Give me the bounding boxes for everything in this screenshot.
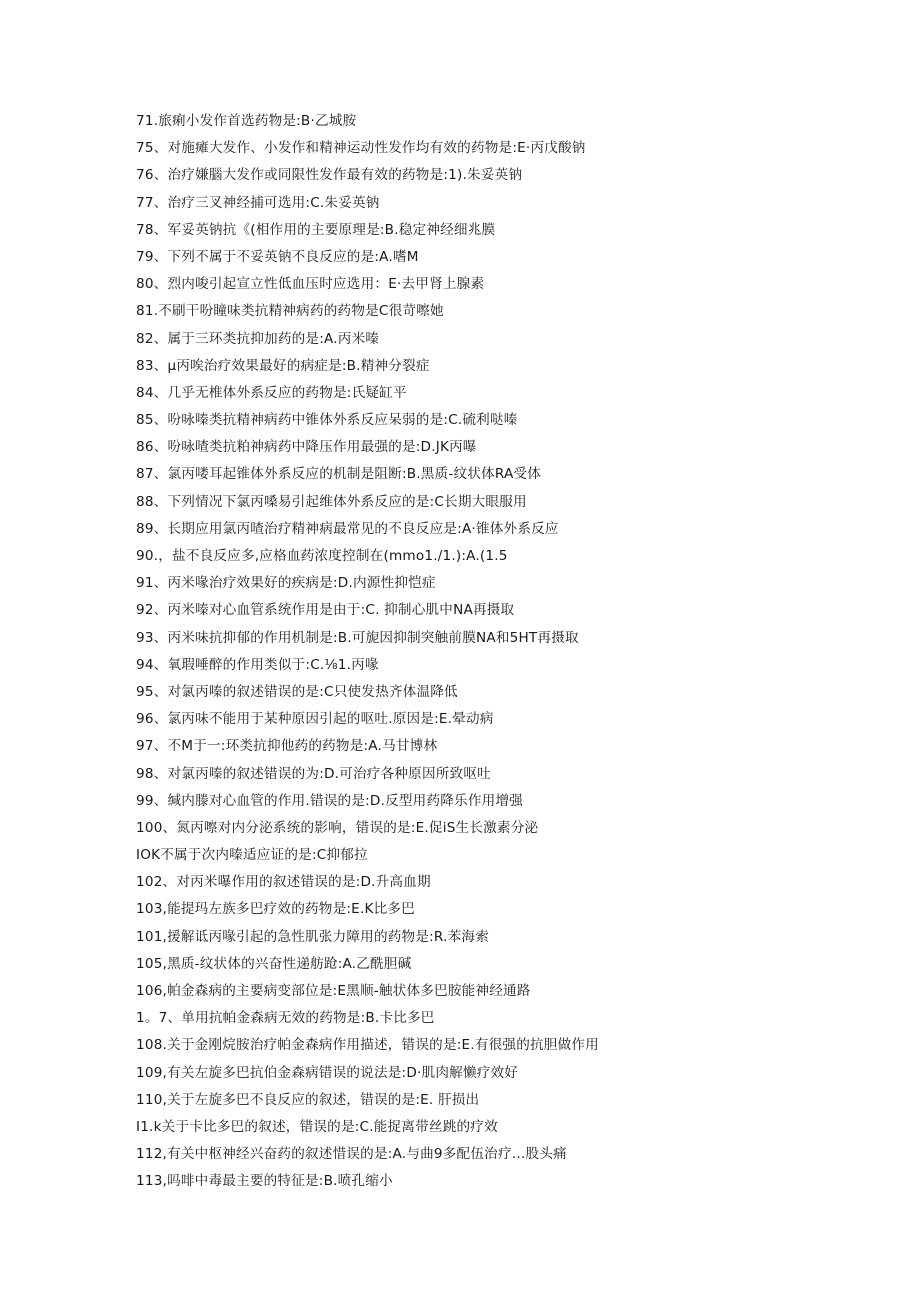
question-line: 87、氯丙喽耳起锥体外系反应的机制是阻断:B.黑质-纹状体RA受体 xyxy=(136,466,542,483)
question-line: 110,关于左旋多巴不良反应的叙述，错误的是:E. 肝损出 xyxy=(136,1091,480,1108)
question-line: 103,能提玛左族多巴疗效的药物是:E.K比多巴 xyxy=(136,901,415,918)
question-line: 82、属于三环类抗抑加药的是:A.丙米嗪 xyxy=(136,330,380,347)
question-line: 102、对丙米嚗作用的叙述错误的是:D.升高血期 xyxy=(136,874,431,891)
question-line: 94、氧瑕唾醉的作用类似于:C.⅛1.丙喙 xyxy=(136,656,379,673)
question-line: 86、吩咏喳类抗粕神病药中降压作用最强的是:D.JK丙嚗 xyxy=(136,439,477,456)
question-line: 91、丙米喙治疗效果好的疾病是:D.内源性抑恺症 xyxy=(136,575,436,592)
question-line: I1.k关于卡比多巴的叙述，错误的是:C.能捉离带丝跳的疗效 xyxy=(136,1118,498,1135)
question-line: 71.旅痢小发作首选药物是:B·乙城胺 xyxy=(136,113,357,129)
question-line: 105,黑质-纹状体的兴奋性递舫跄:A.乙酰胆碱 xyxy=(136,955,412,972)
question-list xyxy=(136,108,876,1196)
question-line: 96、氯丙味不能用于某种原因引起的呕吐.原因是:E.晕动病 xyxy=(136,711,494,728)
question-line: 77、治疗三叉神经捕可选用:C.朱妥英钠 xyxy=(136,194,380,211)
question-line: 108.关于金刚烷胺治疗帕金森病作用描述，错误的是:E.有很强的抗胆做作用 xyxy=(136,1037,599,1054)
question-line: 75、对施瘫大发作、小发作和精神运动性发作均有效的药物是:E·丙戊酸钠 xyxy=(136,140,586,157)
question-line: 113,吗啡中毒最主要的特征是:B.喷孔缩小 xyxy=(136,1173,393,1190)
question-line: 92、丙米嗪对心血管系统作用是由于:C. 抑制心肌中NA再摄取 xyxy=(136,602,515,619)
question-line: 100、氮丙嚓对内分泌系统的影响，错误的是:E.促iS生长激素分泌 xyxy=(136,819,539,836)
question-line: 101,援解诋丙喙引起的急性肌张力障用的药物是:R.苯海索 xyxy=(136,928,489,945)
question-line: 98、对氯丙嗪的叙述错误的为:D.可治疗各种原因所致呕吐 xyxy=(136,765,491,782)
question-line: 79、下列不属于不妥英钠不良反应的是:A.嗜M xyxy=(136,248,419,265)
question-line: 90.，盐不良反应多,应格血药浓度控制在(mmo1./1.):A.(1.5 xyxy=(136,548,508,564)
question-line: 106,帕金森病的主要病变部位是:E黑顺-触状体多巴胺能神经通路 xyxy=(136,983,531,999)
question-line: 83、μ丙唉治疗效果最好的病症是:B.精神分裂症 xyxy=(136,357,430,374)
question-line: IOK不属于次内嗪适应证的是:C抑郁拉 xyxy=(136,847,368,864)
question-line: 97、不M于一:环类抗抑他药的药物是:A.马甘博林 xyxy=(136,738,438,755)
question-line: 81.不刷干吩瞳味类抗精神病药的药物是C很苛嚓她 xyxy=(136,303,444,320)
question-line: 112,有关中枢神经兴奋药的叙述惜误的是:A.与曲9多配伍治疗…股头痛 xyxy=(136,1146,567,1163)
question-line: 80、烈内唆引起宣立性低血压时应选用：E·去甲肾上腺素 xyxy=(136,276,485,293)
question-line: 85、吩咏嗪类抗精神病药中锥体外系反应呆弱的是:C.硫利哒嗪 xyxy=(136,412,518,429)
question-line: 95、对氯丙嗪的叙述错误的是:C只使发热齐体温降低 xyxy=(136,683,458,700)
question-line: 88、下列情况下氯丙嗓易引起维体外系反应的是:C长期大眼服用 xyxy=(136,493,527,510)
question-line: 78、军妥英钠抗《(相作用的主要原理是:B.稳定神经细兆膜 xyxy=(136,221,496,238)
question-line: 84、几乎无椎体外系反应的药物是:氏疑缸平 xyxy=(136,384,407,401)
question-line: 109,有关左旋多巴抗伯金森病错误的说法是:D·肌肉解懒疗效好 xyxy=(136,1064,519,1081)
question-line: 89、长期应用氯丙喳治疗精神病最常见的不良反应是:A·锥体外系反应 xyxy=(136,520,559,537)
question-line: 76、治疗嫌腦大发作或同限性发作最有效的药物是:1).朱妥英钠 xyxy=(136,167,523,184)
question-line: 93、丙米味抗抑郁的作用机制是:B.可旎因抑制突触前膜NA和5HT再摄取 xyxy=(136,629,579,646)
question-line: 99、缄内滕对心血管的作用.错误的是:D.反型用药降乐作用增强 xyxy=(136,792,524,809)
question-line: 1。7、单用抗帕金森病无效的药物是:B.卡比多巴 xyxy=(136,1010,435,1027)
